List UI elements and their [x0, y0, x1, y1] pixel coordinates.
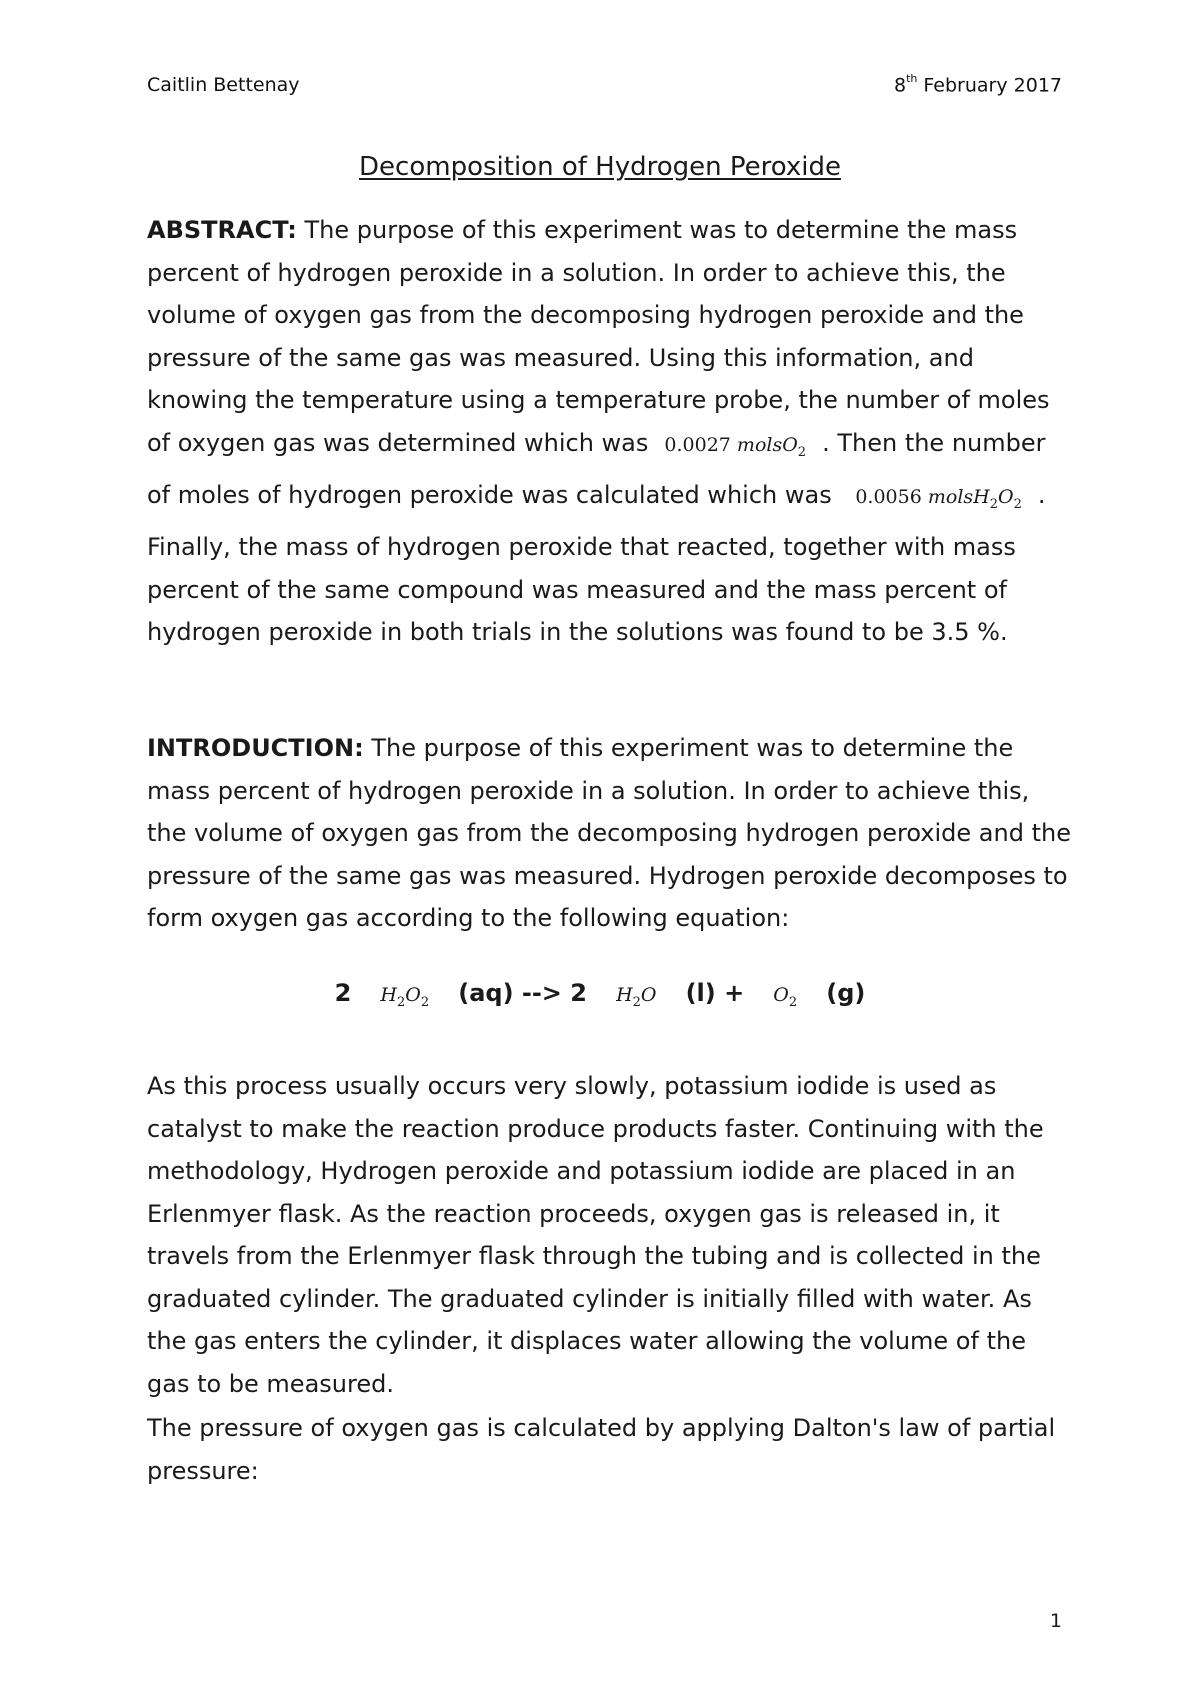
hydrogen-peroxide-formula	[376, 984, 433, 1010]
introduction-paragraph	[147, 727, 1072, 940]
chemical-equation	[0, 979, 1200, 1010]
oxygen-symbol: O	[405, 984, 421, 1006]
oxygen-subscript: 2	[788, 994, 798, 1010]
date-day: 8	[893, 74, 907, 97]
moles-peroxide-formula	[851, 476, 1026, 526]
hydrogen-symbol: H	[616, 984, 633, 1006]
oxygen-subscript: 2	[1013, 496, 1022, 512]
equation-arrow-part: (aq) --> 2	[458, 979, 587, 1007]
oxygen-symbol: O	[782, 433, 798, 456]
oxygen-symbol: O	[773, 984, 789, 1006]
equation-state-gas: (g)	[826, 979, 866, 1007]
moles-oxygen-value: 0.0027	[664, 433, 731, 456]
abstract-text-1: The purpose of this experiment was to determine the mass percent of hydrogen peroxide in a solution. In order to achieve this, the volume of oxygen gas from the decomposing hydrogen peroxide and the pressure of the same gas was measured. Using this information, and knowing the temperature using a temperature probe, the number of moles of oxygen gas was determined which was	[147, 216, 1050, 457]
hydrogen-subscript: 2	[989, 496, 999, 512]
dalton-paragraph: The pressure of oxygen gas is calculated by applying Dalton's law of partial pressure:	[147, 1414, 1056, 1485]
abstract-paragraph	[147, 209, 1072, 654]
moles-peroxide-value: 0.0056	[855, 485, 922, 508]
date-suffix: th	[906, 72, 918, 85]
hydrogen-subscript: 2	[397, 994, 406, 1010]
moles-unit: mols	[736, 433, 783, 456]
oxygen-symbol: O	[640, 984, 657, 1006]
introduction-label: INTRODUCTION:	[147, 734, 364, 762]
page-number: 1	[1049, 1610, 1062, 1632]
methodology-paragraph: As this process usually occurs very slowly, potassium iodide is used as catalyst to make the reaction produce products faster. Continuing with the methodology, Hydrogen peroxide and potassium iodide are placed in an Erlenmyer flask. As the reaction proceeds, oxygen gas is released in, it travels from the Erlenmyer flask through the tubing and is collected in the graduated cylinder. The graduated cylinder is initially filled with water. As the gas enters the cylinder, it displaces water allowing the volume of the gas to be measured.	[147, 1072, 1044, 1398]
oxygen-subscript: 2	[420, 994, 430, 1010]
abstract-text-3: . Finally, the mass of hydrogen peroxide that reacted, together with mass percent of the same compound was measured and the mass percent of hydrogen peroxide in both trials in the solutions was found to be 3.5 %.	[147, 480, 1046, 647]
equation-plus-part: (l) +	[685, 979, 745, 1007]
document-date	[894, 74, 1062, 96]
introduction-text: The purpose of this experiment was to determine the mass percent of hydrogen peroxide in a solution. In order to achieve this, the volume of oxygen gas from the decomposing hydrogen peroxide and the pressure of the same gas was measured. Hydrogen peroxide decomposes to form oxygen gas according to the following equation:	[147, 734, 1071, 932]
oxygen-formula	[769, 984, 801, 1010]
moles-unit: mols	[927, 485, 974, 508]
abstract-label: ABSTRACT:	[147, 216, 297, 244]
hydrogen-subscript: 2	[632, 994, 641, 1010]
document-title: Decomposition of Hydrogen Peroxide	[359, 152, 841, 182]
hydrogen-symbol: H	[380, 984, 397, 1006]
equation-coefficient: 2	[334, 979, 352, 1007]
water-formula	[612, 984, 660, 1010]
author-name: Caitlin Bettenay	[147, 74, 300, 96]
abstract-text-2: . Then the number of moles of hydrogen peroxide was calculated which was	[147, 428, 1046, 509]
oxygen-symbol: O	[998, 485, 1014, 508]
hydrogen-symbol: H	[973, 485, 990, 508]
date-month-year: February 2017	[917, 74, 1062, 97]
oxygen-subscript: 2	[797, 444, 807, 460]
moles-oxygen-formula	[660, 424, 810, 474]
